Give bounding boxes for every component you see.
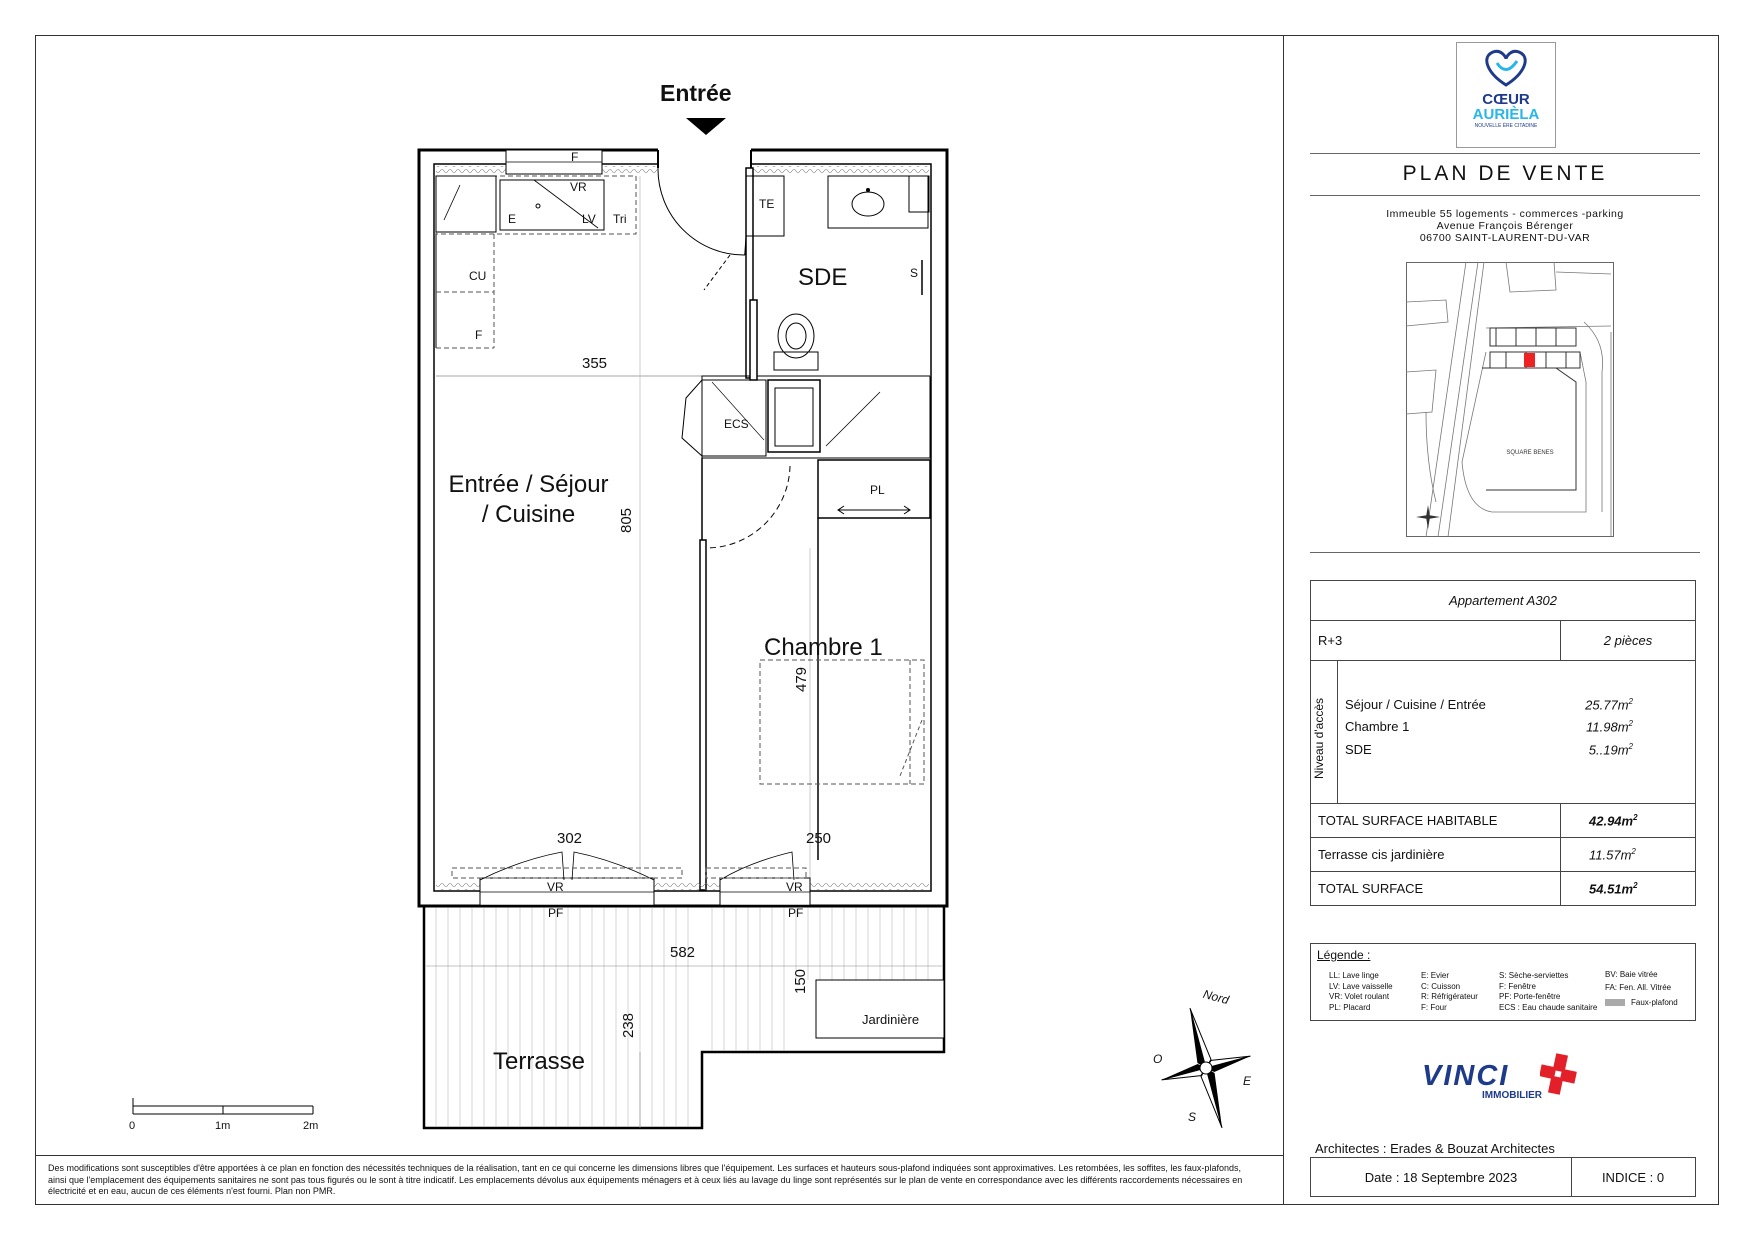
faux-plafond-swatch <box>1605 999 1625 1006</box>
room-row-value: $25.77m^2$ <box>1585 697 1633 713</box>
apartment-rooms: 2 pièces <box>1561 621 1696 661</box>
legend <box>1310 943 1696 1021</box>
dim-805: 805 <box>618 507 635 533</box>
lv-label: LV <box>582 212 596 226</box>
footer-box <box>1310 1157 1696 1197</box>
room-row <box>1345 742 1688 757</box>
entrance-label: Entrée <box>660 80 732 106</box>
project-logo <box>1456 42 1556 148</box>
evier-label: E <box>508 212 517 226</box>
address-line3: 06700 SAINT-LAURENT-DU-VAR <box>1419 232 1591 244</box>
title-rule-top <box>1310 153 1700 154</box>
vr-top-label: VR <box>570 180 587 194</box>
dim-355: 355 <box>582 355 608 372</box>
room-row <box>1345 719 1688 734</box>
dim-479: 479 <box>793 666 810 692</box>
oven-f-label: F <box>475 328 483 342</box>
architects-label: Architectes : Erades & Bouzat Architectes <box>1315 1141 1555 1156</box>
access-cell <box>1311 661 1338 804</box>
vr-left-label: VR <box>547 880 564 894</box>
address-line1: Immeuble 55 logements - commerces -parking <box>1386 208 1624 220</box>
compass-west: O <box>1153 1052 1163 1066</box>
room-row-label: Chambre 1 <box>1345 719 1410 735</box>
compass-east: E <box>1243 1074 1252 1088</box>
faux-plafond-label: Faux-plafond <box>1631 998 1678 1007</box>
terrasse-value: $11.57m^2$ <box>1561 838 1696 872</box>
legend-col3: S: Sèche-serviettes F: Fenêtre PF: Porte-fenêtre ECS : Eau chaude sanitaire <box>1499 971 1598 1012</box>
ecs-label: ECS <box>724 417 749 431</box>
date-label: Date : 18 Septembre 2023 <box>1311 1158 1572 1196</box>
te-label: TE <box>759 197 775 211</box>
dim-582: 582 <box>670 944 696 961</box>
rooms-cell <box>1338 661 1696 804</box>
window-f-top: F <box>571 150 579 164</box>
address <box>1310 208 1700 244</box>
logo-tagline: NOUVELLE ÈRE CITADINE <box>1474 123 1538 129</box>
vinci-sub: IMMOBILIER <box>1482 1090 1542 1101</box>
dim-238: 238 <box>620 1012 637 1038</box>
title-rule-bottom <box>1310 195 1700 196</box>
surface-table <box>1310 580 1696 906</box>
room-sejour-label <box>436 470 621 530</box>
total-habitable-value: $42.94m^2$ <box>1561 804 1696 838</box>
scale-0: 0 <box>129 1120 136 1132</box>
disclaimer: Des modifications sont susceptibles d'être apportées à ce plan en fonction des nécessités techniques de la réalisation, tant en ce qui concerne les dimensions libres que l'équipement. Les surfaces et hauteurs sous-plafond indiquées sont approximatives. Les retombées, les soffites, les faux-plafonds, ainsi que l'emplacement des équipements sanitaires ne sont pas tous figurés ou le sont à titre indicatif. Les emplacements dévolus aux équipements ménagers et à ceux liés au lavage du linge sont représentés sur le plan de vente en correspondance avec les différents raccordements nécessaires en électricité et en eau, aucun de ces éléments n'est fourni. Plan non PMR. <box>48 1163 1243 1196</box>
compass-north: Nord <box>1201 986 1231 1008</box>
dim-250: 250 <box>806 830 832 847</box>
pf-left-label: PF <box>548 906 564 920</box>
dim-302: 302 <box>557 830 583 847</box>
logo-line2: AURIÈLA <box>1472 106 1540 123</box>
room-sejour-line1: Entrée / Séjour <box>448 471 609 498</box>
total-habitable-label: TOTAL SURFACE HABITABLE <box>1311 804 1561 838</box>
room-row-label: SDE <box>1345 741 1372 757</box>
vinci-logo <box>1422 1062 1572 1102</box>
compass-south: S <box>1188 1110 1197 1124</box>
vinci-word: VINCI <box>1422 1060 1510 1092</box>
total-surface-value: $54.51m^2$ <box>1561 872 1696 906</box>
pl-label: PL <box>870 483 885 497</box>
vinci-cross-icon <box>1540 1052 1578 1098</box>
apartment-name: Appartement A302 <box>1311 581 1696 621</box>
apartment-level: R+3 <box>1311 621 1561 661</box>
cu-label: CU <box>469 269 487 283</box>
legend-col1: LL: Lave linge LV: Lave vaisselle VR: Volet roulant PL: Placard <box>1329 971 1393 1012</box>
room-row-value: $5..19m^2$ <box>1588 741 1633 757</box>
site-map <box>1406 262 1614 537</box>
site-map-label: SQUARE BENES <box>1506 450 1554 456</box>
scale-2m: 2m <box>303 1120 319 1132</box>
dim-150: 150 <box>792 968 809 994</box>
legend-col2: E: Evier C: Cuisson R: Réfrigérateur F: Four <box>1421 971 1478 1012</box>
legend-col4: BV: Baie vitrée FA: Fen. All. Vitrée Faux-plafond <box>1605 970 1678 1007</box>
tri-label: Tri <box>613 212 627 226</box>
legend-title: Légende : <box>1317 948 1371 962</box>
room-terrasse-label: Terrasse <box>493 1048 586 1075</box>
room-row-value: $11.98m^2$ <box>1586 719 1633 735</box>
entrance-arrow-icon <box>686 118 726 135</box>
column-divider <box>1283 35 1284 1205</box>
disclaimer-divider <box>35 1155 1283 1156</box>
map-rule <box>1310 552 1700 553</box>
room-row-label: Séjour / Cuisine / Entrée <box>1345 697 1486 712</box>
room-row <box>1345 697 1688 712</box>
heart-logo-icon <box>1457 43 1555 93</box>
s-label: S <box>910 266 919 280</box>
vr-right-label: VR <box>786 880 803 894</box>
indice-label: INDICE : 0 <box>1601 1169 1665 1185</box>
jardiniere-label: Jardinière <box>862 1012 920 1027</box>
total-surface-label: TOTAL SURFACE <box>1311 872 1561 906</box>
scale-1m: 1m <box>215 1120 231 1132</box>
pf-right-label: PF <box>788 906 804 920</box>
address-line2: Avenue François Bérenger <box>1436 220 1574 232</box>
terrasse-label: Terrasse cis jardinière <box>1311 838 1561 872</box>
access-label: Niveau d'accès <box>1312 698 1326 779</box>
room-sde-label: SDE <box>798 264 848 291</box>
room-chambre-label: Chambre 1 <box>764 634 883 661</box>
room-sejour-line2: / Cuisine <box>481 501 576 528</box>
page-title: PLAN DE VENTE <box>1402 162 1608 185</box>
compass-rose-icon <box>1146 996 1267 1140</box>
logo-line1: CŒUR <box>1482 91 1530 108</box>
